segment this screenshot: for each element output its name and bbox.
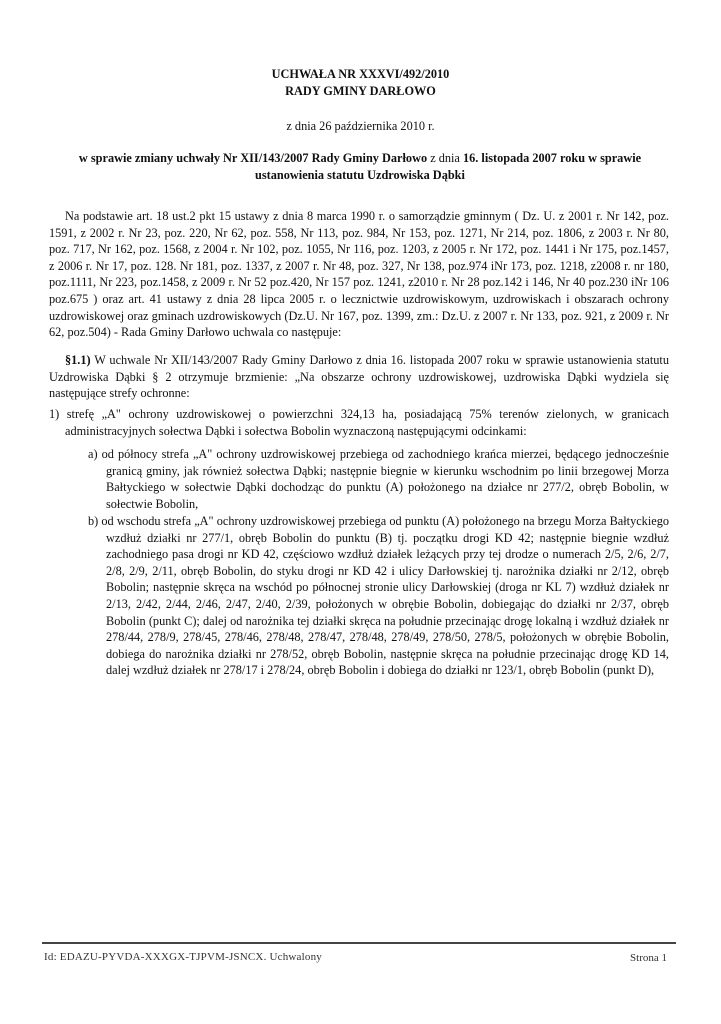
subject-part-1: w sprawie zmiany uchwały Nr XII/143/2007 Rady Gminy Darłowo bbox=[78, 151, 431, 165]
title-line-1: UCHWAŁA NR XXXVI/492/2010 bbox=[271, 67, 450, 81]
document-date: z dnia 26 października 2010 r. bbox=[286, 119, 435, 133]
list-item-b: b) od wschodu strefa „A" ochrony uzdrowiskowej przebiega od punktu (A) położonego na brzegu Morza Bałtyckiego wzdłuż działki nr 277/1, obręb Bobolin do punktu (B) tj. początku drogi KD 42; następnie biegnie wzdłuż zachodniego pasa drogi nr KD 42, częściowo wzdłuż działek leżących przy tej drodze o numerach 2/5, 2/6, 2/7, 2/8, 2/9, 2/11, obręb Bobolin, do styku drogi nr KD 42 i ulicy Darłowskiej tj. narożnika działki nr 2/12, obręb Bobolin; następnie skręca na wschód po północnej stronie ulicy Darłowskiej (droga nr KL 7) wzdłuż działek nr 2/13, 2/42, 2/44, 2/46, 2/47, 2/40, 2/39, położonych w obrębie Bobolin, dobiegając do działki nr 2/37, obręb Bobolin (punkt C); dalej od narożnika tej działki skręca na południe przecinając drogę lokalną i wzdłuż działek nr 278/44, 278/9, 278/45, 278/46, 278/48, 278/47, 278/48, 278/49, 278/50, 278/5, położonych w obrębie Bobolin, dobiega do narożnika działki nr 278/52, obręb Bobolin, następnie skręca na południe przecinając drogę KD 14, dalej wzdłuż działek nr 278/17 i 278/24, obręb Bobolin i dobiega do działki nr 123/1, obręb Bobolin (punkt D), bbox=[88, 514, 669, 678]
document-subject bbox=[50, 150, 670, 183]
footer-page-number: Strona 1 bbox=[630, 952, 667, 964]
section-1-text: W uchwale Nr XII/143/2007 Rady Gminy Darłowo z dnia 16. listopada 2007 roku w sprawie ustanowienia statutu Uzdrowiska Dąbki § 2 otrzymuje brzmienie: „Na obszarze ochrony uzdrowiskowej, uzdrowiska Dąbki wydziela się następujące strefy ochronne: bbox=[49, 353, 669, 401]
subject-part-3: 16. listopada 2007 roku w sprawie ustanowienia statutu Uzdrowiska Dąbki bbox=[255, 151, 642, 182]
list-item-a: a) od północy strefa „A" ochrony uzdrowiskowej przebiega od zachodniego krańca mierzei, będącego jednocześnie granicą gminy, jak również sołectwa Dąbki; następnie biegnie w kierunku wschodnim po linii brzegowej Morza Bałtyckiego w sołectwie Dąbki dochodząc do punktu (A) położonego na działce nr 277/2, obręb Bobolin, w sołectwie Bobolin, bbox=[88, 447, 669, 511]
section-1-paragraph bbox=[49, 352, 669, 402]
document-title bbox=[0, 66, 721, 99]
footer-document-id: Id: EDAZU-PYVDA-XXXGX-TJPVM-JSNCX. Uchwalony bbox=[44, 951, 322, 963]
title-line-2: RADY GMINY DARŁOWO bbox=[285, 83, 436, 98]
section-1-label: §1.1) bbox=[65, 353, 91, 367]
subject-part-2: z dnia bbox=[430, 151, 460, 165]
list-item-1: 1) strefę „A" ochrony uzdrowiskowej o powierzchni 324,13 ha, posiadającą 75% terenów zielonych, w granicach administracyjnych sołectwa Dąbki i sołectwa Bobolin wyznaczoną następującymi odcinkami: bbox=[49, 407, 669, 438]
footer-divider bbox=[42, 942, 676, 944]
legal-basis-paragraph: Na podstawie art. 18 ust.2 pkt 15 ustawy z dnia 8 marca 1990 r. o samorządzie gminnym ( Dz. U. z 2001 r. Nr 142, poz. 1591, z 2002 r. Nr 23, poz. 220, Nr 62, poz. 558, Nr 113, poz. 984, Nr 153, poz. 1271, Nr 214, poz. 1806, z 2003 r. Nr 80, poz. 717, Nr 162, poz. 1568, z 2004 r. Nr 102, poz. 1055, Nr 116, poz. 1203, z 2005 r. Nr 172, poz. 1441 i Nr 175, poz.1457, z 2006 r. Nr 17, poz. 128. Nr 181, poz. 1337, z 2007 r. Nr 48, poz. 327, Nr 138, poz.974 iNr 173, poz. 1218, z2008 r. nr 180, poz.1111, Nr 223, poz.1458, z 2009 r. Nr 52 poz.420, Nr 157 poz. 1241, z2010 r. Nr 28 poz.142 i 146, Nr 40 poz.230 iNr 106 poz.675 ) oraz art. 41 ustawy z dnia 28 lipca 2005 r. o lecznictwie uzdrowiskowym, uzdrowiskach i obszarach ochrony uzdrowiskowej oraz gminach uzdrowiskowych (Dz.U. Nr 167, poz. 1399, zm.: Dz.U. z 2007 r. Nr 133, poz. 921, z 2009 r. Nr 62, poz.504) - Rada Gminy Darłowo uchwala co następuje: bbox=[49, 209, 669, 340]
